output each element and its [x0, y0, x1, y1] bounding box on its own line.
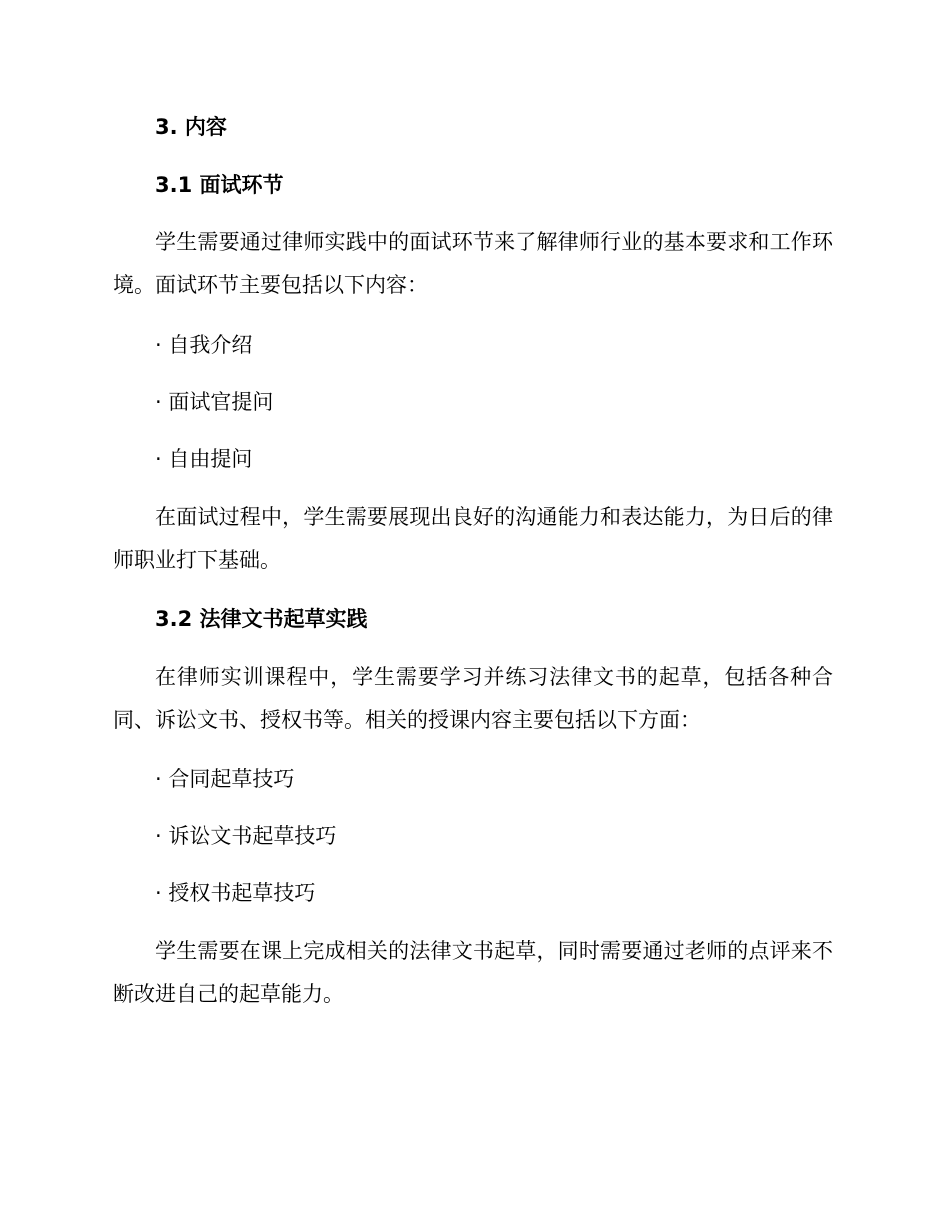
list-item: · 面试官提问 [155, 390, 274, 414]
paragraph-interview-closing: 在面试过程中，学生需要展现出良好的沟通能力和表达能力，为日后的律师职业打下基础。 [113, 505, 833, 572]
paragraph-drafting-closing: 学生需要在课上完成相关的法律文书起草，同时需要通过老师的点评来不断改进自己的起草能力。 [113, 939, 833, 1006]
section-heading: 3. 内容 [155, 115, 227, 139]
list-item: · 合同起草技巧 [155, 767, 295, 791]
subsection-heading-interview: 3.1 面试环节 [155, 173, 284, 197]
paragraph-interview-intro: 学生需要通过律师实践中的面试环节来了解律师行业的基本要求和工作环境。面试环节主要包括以下内容： [113, 230, 833, 297]
paragraph-drafting-intro: 在律师实训课程中，学生需要学习并练习法律文书的起草，包括各种合同、诉讼文书、授权书等。相关的授课内容主要包括以下方面： [113, 665, 833, 732]
list-item: · 诉讼文书起草技巧 [155, 824, 337, 848]
list-item: · 自我介绍 [155, 333, 253, 357]
subsection-heading-drafting: 3.2 法律文书起草实践 [155, 607, 368, 631]
list-item: · 自由提问 [155, 447, 253, 471]
list-item: · 授权书起草技巧 [155, 881, 316, 905]
